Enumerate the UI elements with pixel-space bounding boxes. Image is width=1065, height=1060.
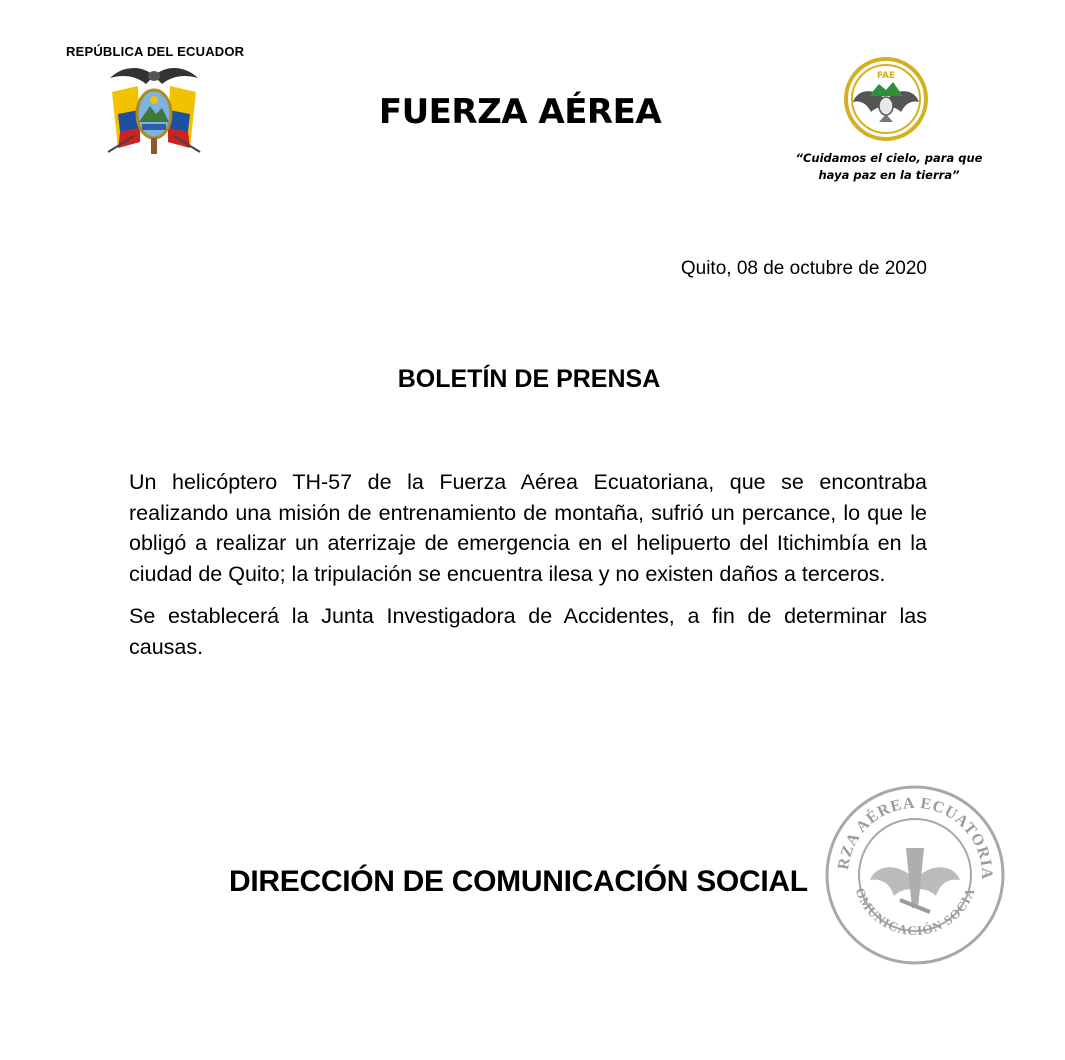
- fae-letters: FAE: [876, 71, 896, 81]
- official-stamp-icon: [820, 780, 1010, 970]
- stamp-bottom-text: OMUNICACIÓN SOCIA: [852, 885, 978, 939]
- country-heading: REPÚBLICA DEL ECUADOR: [66, 44, 245, 59]
- stamp-top-text: RZA AÉREA ECUATORIA: [835, 794, 996, 881]
- document-date: Quito, 08 de octubre de 2020: [680, 258, 927, 279]
- signature-department: DIRECCIÓN DE COMUNICACIÓN SOCIAL: [229, 865, 808, 898]
- ecuador-coat-of-arms-icon: [104, 62, 204, 160]
- bulletin-body: [129, 467, 927, 674]
- motto-line-2: haya paz en la tierra”: [818, 168, 960, 182]
- motto: [780, 150, 998, 184]
- bulletin-title: BOLETÍN DE PRENSA: [397, 365, 661, 393]
- fae-winged-emblem-icon: [843, 56, 929, 142]
- svg-text:FUERZA AÉREA ECUATORIANA: [820, 780, 995, 880]
- body-paragraph-1: Un helicóptero TH-57 de la Fuerza Aérea Ecuatoriana, que se encontraba realizando una misión de entrenamiento de montaña, sufrió un percance, lo que le obligó a realizar un aterrizaje de emergencia en el helipuerto del Itichimbía en la ciudad de Quito; la tripulación se encuentra ilesa y no existen daños a terceros.: [129, 470, 927, 586]
- body-paragraph-2: Se establecerá la Junta Investigadora de Accidentes, a fin de determinar las causas.: [129, 604, 927, 659]
- page-title: FUERZA AÉREA: [378, 92, 662, 132]
- motto-line-1: “Cuidamos el cielo, para que: [795, 151, 983, 165]
